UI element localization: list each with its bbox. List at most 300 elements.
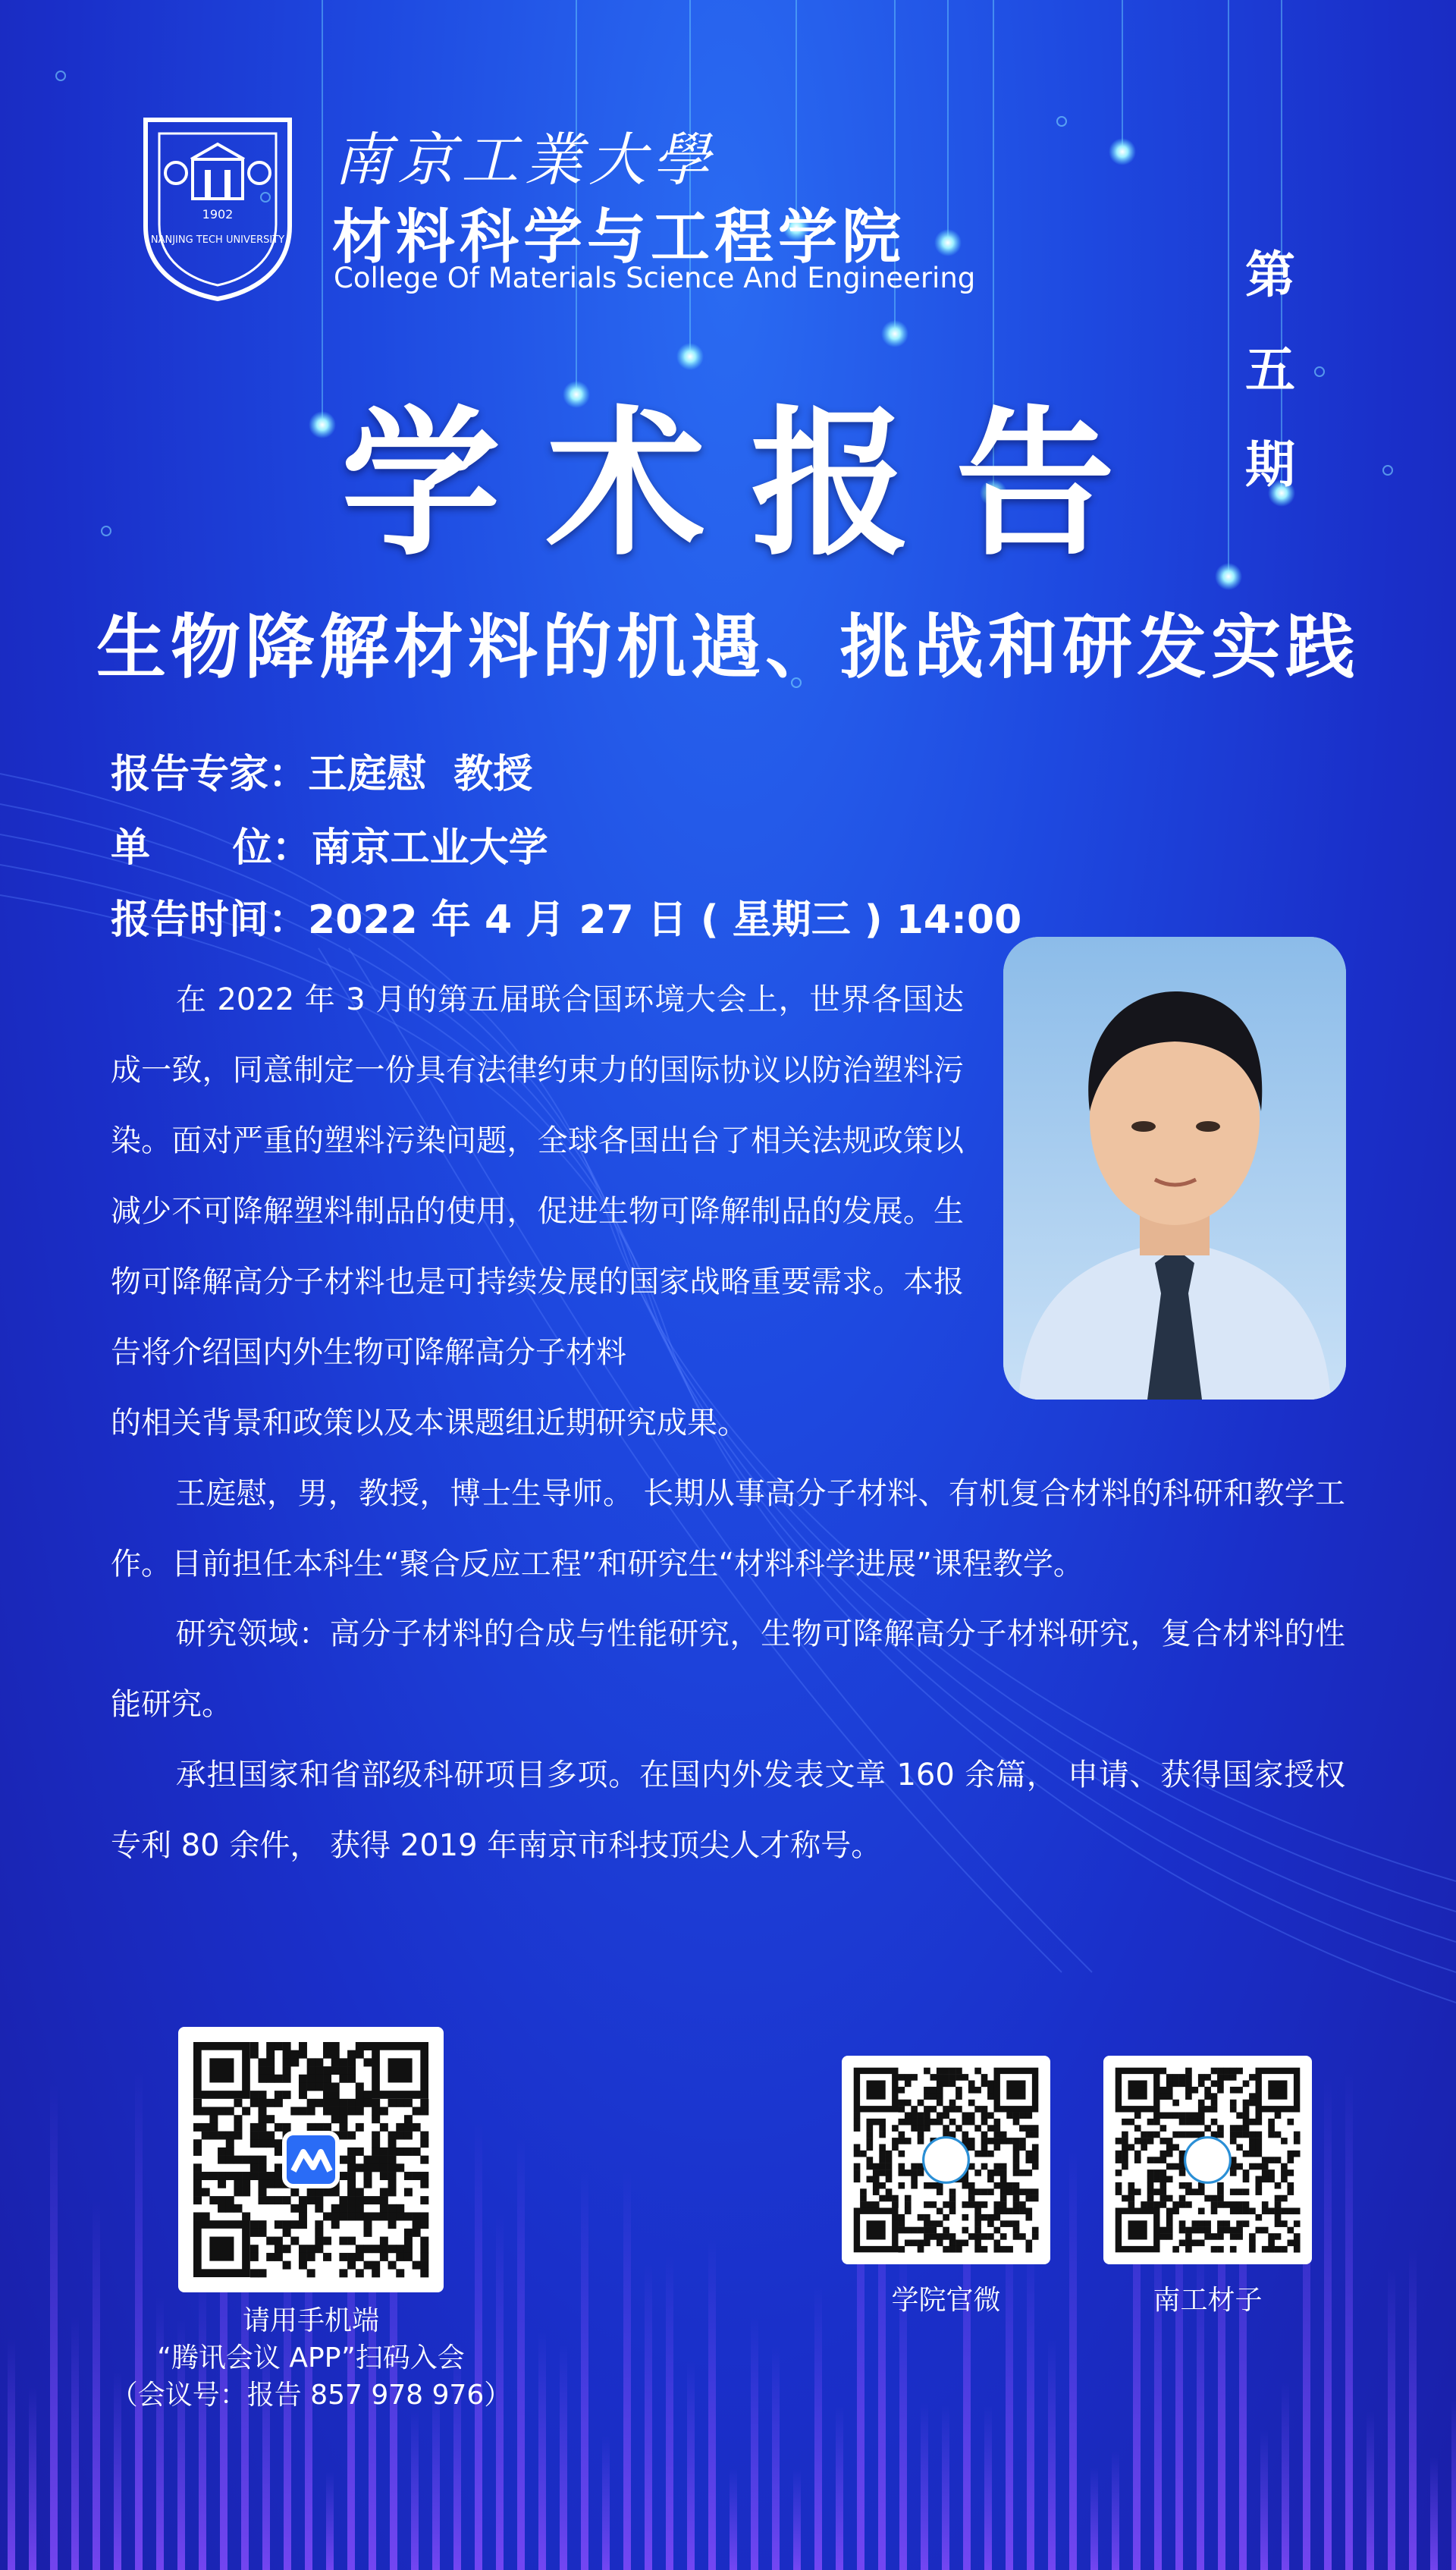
qr-module	[1236, 2188, 1243, 2195]
qr-module	[987, 2151, 994, 2157]
equalizer-bar	[751, 2317, 758, 2570]
mz-qr-code[interactable]	[1103, 2056, 1312, 2264]
qr-module	[1179, 2119, 1186, 2125]
qr-module	[987, 2169, 994, 2176]
qr-module	[1230, 2138, 1237, 2144]
qr-module	[283, 2245, 291, 2253]
qr-module	[1134, 2157, 1141, 2163]
qr-module	[323, 2082, 331, 2091]
qr-module	[930, 2074, 937, 2081]
qr-module	[1000, 2138, 1007, 2144]
equalizer-bar	[411, 2410, 419, 2570]
qr-module	[1275, 2195, 1282, 2202]
qr-module	[331, 2204, 340, 2213]
qr-module	[943, 2113, 949, 2119]
equalizer-bar	[326, 2472, 334, 2570]
qr-module	[347, 2253, 356, 2261]
qr-module	[372, 2163, 380, 2172]
qr-module	[1134, 2125, 1141, 2132]
qr-module	[1204, 2106, 1211, 2113]
intro-text: 在 2022 年 3 月的第五届联合国环境大会上，世界各国达成一致，同意制定一份具有法律约束力的国际协议以防治塑料污染。面对严重的塑料污染问题，全球各国出台了相关法规政策以减少不可降解塑料制品的使用，促进生物可降解制品的发展。生物可降解高分子材料也是可持续发展的国家战略重要需求。本报告将介绍国内外生物可降解高分子材料	[111, 982, 964, 1370]
qr-module	[924, 2214, 930, 2221]
qr-module	[1211, 2081, 1218, 2088]
qr-module	[1122, 2132, 1128, 2138]
qr-module	[266, 2237, 275, 2245]
qr-module	[259, 2269, 267, 2277]
qr-module	[918, 2169, 924, 2176]
qr-module	[918, 2227, 924, 2234]
qr-module	[1147, 2157, 1154, 2163]
qr-module	[1287, 2119, 1294, 2125]
research-paragraph	[111, 1599, 1345, 1740]
qr-module	[854, 2176, 861, 2182]
qr-module	[1198, 2100, 1205, 2107]
qr-module	[1025, 2132, 1032, 2138]
qr-module	[283, 2050, 291, 2059]
qr-module	[987, 2113, 994, 2119]
qr-module	[1268, 2207, 1275, 2214]
qr-module	[339, 2075, 347, 2083]
qr-module	[275, 2147, 283, 2156]
qr-finder	[1128, 2081, 1147, 2100]
qr-module	[1230, 2132, 1237, 2138]
qr-module	[380, 2188, 388, 2196]
qr-module	[1281, 2138, 1288, 2144]
qr-module	[1153, 2119, 1160, 2125]
qr-module	[1262, 2207, 1269, 2214]
qr-module	[974, 2246, 981, 2253]
qr-module	[867, 2163, 874, 2170]
qr-module	[1230, 2068, 1237, 2075]
qr-module	[266, 2172, 275, 2180]
qr-module	[315, 2188, 323, 2196]
qr-module	[315, 2058, 323, 2066]
qr-module	[347, 2163, 356, 2172]
qr-module	[1166, 2227, 1173, 2234]
qr-module	[372, 2139, 380, 2147]
equalizer-bar	[666, 2257, 673, 2570]
qr-module	[420, 2196, 428, 2204]
qr-module	[1166, 2220, 1173, 2227]
qr-module	[873, 2169, 880, 2176]
qr-module	[218, 2196, 226, 2204]
qr-module	[347, 2196, 356, 2204]
equalizer-bar	[1260, 2430, 1268, 2570]
qr-module	[943, 2246, 949, 2253]
qr-module	[1268, 2157, 1275, 2163]
qr-module	[1243, 2100, 1250, 2107]
qr-module	[937, 2113, 943, 2119]
qr-module	[924, 2113, 930, 2119]
qr-module	[1204, 2233, 1211, 2240]
qr-module	[1185, 2182, 1192, 2189]
qr-module	[1134, 2188, 1141, 2195]
qr-module	[1243, 2169, 1250, 2176]
qr-module	[911, 2106, 918, 2113]
qr-module	[1160, 2182, 1167, 2189]
qr-module	[396, 2147, 404, 2156]
qr-module	[315, 2099, 323, 2107]
qr-module	[259, 2163, 267, 2172]
qr-module	[911, 2125, 918, 2132]
qr-module	[193, 2212, 202, 2220]
qr-module	[209, 2115, 218, 2123]
qr-module	[1275, 2233, 1282, 2240]
qr-module	[1236, 2087, 1243, 2094]
qr-module	[968, 2201, 975, 2208]
qr-module	[275, 2180, 283, 2188]
qr-center-logo-icon	[924, 2138, 969, 2183]
qr-module	[372, 2147, 380, 2156]
qr-module	[420, 2245, 428, 2253]
qr-module	[1211, 2119, 1218, 2125]
qr-module	[993, 2132, 1000, 2138]
qr-module	[388, 2204, 397, 2213]
qr-module	[911, 2113, 918, 2119]
qr-finder	[209, 2058, 234, 2082]
qr-module	[993, 2163, 1000, 2170]
qr-module	[372, 2099, 380, 2107]
qr-module	[404, 2123, 413, 2132]
qr-module	[372, 2212, 380, 2220]
qr-module	[911, 2182, 918, 2189]
qr-module	[987, 2214, 994, 2221]
qr-module	[930, 2220, 937, 2227]
svg-text:1902: 1902	[202, 207, 234, 221]
qr-module	[266, 2066, 275, 2075]
qr-module	[1172, 2113, 1179, 2119]
qr-module	[987, 2138, 994, 2144]
qr-module	[918, 2100, 924, 2107]
qr-module	[380, 2147, 388, 2156]
qr-module	[1287, 2169, 1294, 2176]
qr-module	[1160, 2201, 1167, 2208]
qr-module	[1013, 2138, 1020, 2144]
qr-module	[943, 2214, 949, 2221]
qr-module	[388, 2099, 397, 2107]
qr-module	[981, 2113, 988, 2119]
qr-module	[404, 2099, 413, 2107]
qr-module	[993, 2125, 1000, 2132]
qr-module	[363, 2220, 372, 2229]
equalizer-bar	[602, 2435, 610, 2570]
qr-module	[937, 2068, 943, 2075]
qr-module	[1160, 2113, 1167, 2119]
time-value: 2022 年 4 月 27 日 ( 星期三 ) 14:00	[308, 897, 1022, 943]
qr-module	[259, 2139, 267, 2147]
qr-module	[372, 2156, 380, 2164]
qr-module	[1275, 2214, 1282, 2221]
qr-module	[1230, 2227, 1237, 2234]
qr-module	[924, 2093, 930, 2100]
qr-module	[1122, 2144, 1128, 2151]
qr-module	[993, 2182, 1000, 2189]
qr-module	[226, 2196, 234, 2204]
equalizer-bar	[71, 2316, 79, 2570]
qr-module	[315, 2066, 323, 2075]
qr-module	[290, 2237, 299, 2245]
qr-module	[1275, 2182, 1282, 2189]
qr-module	[1179, 2227, 1186, 2234]
qr-module	[1013, 2144, 1020, 2151]
qr-module	[1223, 2074, 1230, 2081]
qr-module	[867, 2144, 874, 2151]
qr-module	[1198, 2113, 1205, 2119]
qr-module	[962, 2074, 968, 2081]
qr-module	[1000, 2188, 1007, 2195]
qr-module	[202, 2212, 210, 2220]
qr-module	[1236, 2207, 1243, 2214]
qr-module	[949, 2201, 956, 2208]
qr-module	[937, 2207, 943, 2214]
qr-module	[1230, 2246, 1237, 2253]
qr-finder	[867, 2081, 886, 2100]
qr-module	[413, 2172, 421, 2180]
qr-module	[886, 2151, 893, 2157]
qr-module	[1192, 2227, 1199, 2234]
qr-finder	[1268, 2081, 1287, 2100]
qr-module	[356, 2188, 364, 2196]
qr-module	[1249, 2233, 1256, 2240]
qr-module	[266, 2132, 275, 2140]
qr-module	[363, 2212, 372, 2220]
qr-module	[918, 2214, 924, 2221]
qr-module	[420, 2156, 428, 2164]
qr-module	[1013, 2151, 1020, 2157]
qr-module	[420, 2139, 428, 2147]
time-label: 报告时间：	[111, 897, 309, 943]
qr-module	[1255, 2214, 1262, 2221]
qr-module	[1243, 2201, 1250, 2208]
wechat-qr-code[interactable]	[842, 2056, 1050, 2264]
qr-module	[981, 2119, 988, 2125]
qr-module	[1000, 2163, 1007, 2170]
qr-module	[372, 2261, 380, 2270]
qr-module	[1217, 2074, 1224, 2081]
equalizer-bar	[814, 2286, 822, 2570]
university-logo	[138, 112, 297, 302]
qr-module	[266, 2253, 275, 2261]
qr-module	[307, 2188, 315, 2196]
qr-module	[1230, 2169, 1237, 2176]
qr-module	[1268, 2169, 1275, 2176]
qr-module	[949, 2074, 956, 2081]
qr-module	[339, 2172, 347, 2180]
qr-module	[299, 2075, 307, 2083]
qr-module	[404, 2188, 413, 2196]
qr-module	[1116, 2188, 1122, 2195]
qr-module	[1294, 2220, 1301, 2227]
qr-module	[242, 2180, 250, 2188]
qr-module	[1275, 2132, 1282, 2138]
meeting-qr-code[interactable]	[178, 2027, 444, 2292]
qr-module	[193, 2107, 202, 2116]
qr-module	[879, 2157, 886, 2163]
qr-module	[1262, 2227, 1269, 2234]
qr-module	[1153, 2157, 1160, 2163]
qr-module	[323, 2188, 331, 2196]
qr-module	[899, 2220, 905, 2227]
qr-module	[879, 2195, 886, 2202]
qr-module	[388, 2180, 397, 2188]
equalizer-bar	[984, 2405, 992, 2570]
qr-module	[1185, 2201, 1192, 2208]
qr-module	[930, 2201, 937, 2208]
qr-module	[299, 2253, 307, 2261]
qr-module	[1013, 2188, 1020, 2195]
qr-module	[404, 2147, 413, 2156]
qr-module	[1013, 2201, 1020, 2208]
qr-module	[1153, 2188, 1160, 2195]
qr-module	[981, 2233, 988, 2240]
qr-module	[250, 2091, 259, 2099]
qr-module	[226, 2139, 234, 2147]
qr-module	[1217, 2188, 1224, 2195]
qr-module	[259, 2188, 267, 2196]
qr-module	[860, 2195, 867, 2202]
qr-module	[323, 2099, 331, 2107]
qr-module	[911, 2163, 918, 2170]
qr-module	[413, 2229, 421, 2237]
qr-module	[331, 2082, 340, 2091]
qr-module	[259, 2091, 267, 2099]
qr-module	[1032, 2144, 1039, 2151]
qr-module	[1153, 2113, 1160, 2119]
qr-module	[962, 2214, 968, 2221]
qr-module	[1198, 2220, 1205, 2227]
qr-module	[1013, 2169, 1020, 2176]
qr-module	[323, 2212, 331, 2220]
qr-module	[949, 2081, 956, 2088]
qr-module	[943, 2227, 949, 2234]
qr-module	[1243, 2176, 1250, 2182]
qr-module	[193, 2123, 202, 2132]
qr-module	[1032, 2233, 1039, 2240]
qr-module	[930, 2227, 937, 2234]
speaker-photo	[1003, 937, 1346, 1400]
qr-module	[1147, 2119, 1154, 2125]
qr-module	[974, 2239, 981, 2246]
qr-module	[1230, 2125, 1237, 2132]
qr-module	[1287, 2157, 1294, 2163]
qr-module	[886, 2163, 893, 2170]
qr-module	[323, 2091, 331, 2099]
qr-module	[356, 2147, 364, 2156]
qr-module	[209, 2107, 218, 2116]
qr-module	[299, 2196, 307, 2204]
qr-module	[943, 2233, 949, 2240]
qr-module	[962, 2132, 968, 2138]
qr-module	[905, 2201, 912, 2208]
qr-module	[1153, 2132, 1160, 2138]
qr-module	[1294, 2207, 1301, 2214]
qr-module	[380, 2156, 388, 2164]
qr-module	[937, 2119, 943, 2125]
qr-module	[981, 2188, 988, 2195]
qr-module	[1019, 2169, 1026, 2176]
qr-module	[1122, 2157, 1128, 2163]
qr-module	[1185, 2188, 1192, 2195]
qr-module	[202, 2132, 210, 2140]
qr-module	[339, 2132, 347, 2140]
qr-module	[1185, 2087, 1192, 2094]
qr-module	[943, 2106, 949, 2113]
qr-module	[266, 2058, 275, 2066]
qr-module	[949, 2188, 956, 2195]
meeting-qr-caption	[83, 2302, 538, 2414]
qr-module	[1179, 2239, 1186, 2246]
qr-module	[1147, 2188, 1154, 2195]
qr-module	[968, 2119, 975, 2125]
qr-module	[250, 2229, 259, 2237]
qr-module	[420, 2180, 428, 2188]
qr-module	[275, 2123, 283, 2132]
qr-module	[396, 2212, 404, 2220]
qr-module	[1204, 2087, 1211, 2094]
qr-module	[209, 2132, 218, 2140]
qr-module	[899, 2163, 905, 2170]
qr-module	[1032, 2227, 1039, 2234]
qr-module	[1204, 2227, 1211, 2234]
qr-module	[1013, 2220, 1020, 2227]
sparkle	[1057, 117, 1066, 126]
qr-module	[1211, 2201, 1218, 2208]
qr-module	[1281, 2207, 1288, 2214]
qr-module	[905, 2227, 912, 2234]
bio-text: 王庭慰，男，教授，博士生导师。 长期从事高分子材料、有机复合材料的科研和教学工作。目前担任本科生“聚合反应工程”和研究生“材料科学进展”课程教学。	[111, 1476, 1345, 1582]
qr-module	[275, 2091, 283, 2099]
qr-module	[1211, 2093, 1218, 2100]
qr-module	[993, 2138, 1000, 2144]
qr-module	[193, 2139, 202, 2147]
qr-module	[899, 2106, 905, 2113]
qr-module	[1262, 2246, 1269, 2253]
qr-module	[1166, 2207, 1173, 2214]
qr-module	[918, 2132, 924, 2138]
unit-label: 单 位：	[111, 825, 312, 871]
qr-module	[1122, 2151, 1128, 2157]
qr-finder	[1006, 2081, 1025, 2100]
unit-value: 南京工业大学	[311, 825, 548, 871]
qr-module	[420, 2220, 428, 2229]
qr-module	[879, 2182, 886, 2189]
qr-module	[193, 2147, 202, 2156]
qr-module	[1281, 2246, 1288, 2253]
qr-module	[1287, 2207, 1294, 2214]
qr-finder	[1128, 2220, 1147, 2239]
qr-module	[275, 2172, 283, 2180]
qr-module	[974, 2233, 981, 2240]
qr-module	[1249, 2100, 1256, 2107]
qr-module	[396, 2099, 404, 2107]
qr-module	[1172, 2207, 1179, 2214]
qr-module	[949, 2119, 956, 2125]
equalizer-bar	[772, 2345, 780, 2570]
qr-module	[949, 2207, 956, 2214]
qr-module	[968, 2195, 975, 2202]
qr-module	[1262, 2176, 1269, 2182]
wechat-qr-caption: 学院官微	[891, 2285, 1001, 2316]
qr-module	[911, 2169, 918, 2176]
qr-module	[873, 2182, 880, 2189]
qr-module	[860, 2201, 867, 2208]
qr-module	[1249, 2132, 1256, 2138]
qr-module	[1179, 2220, 1186, 2227]
qr-module	[1243, 2207, 1250, 2214]
qr-module	[1185, 2233, 1192, 2240]
qr-module	[1287, 2151, 1294, 2157]
qr-module	[1141, 2138, 1147, 2144]
